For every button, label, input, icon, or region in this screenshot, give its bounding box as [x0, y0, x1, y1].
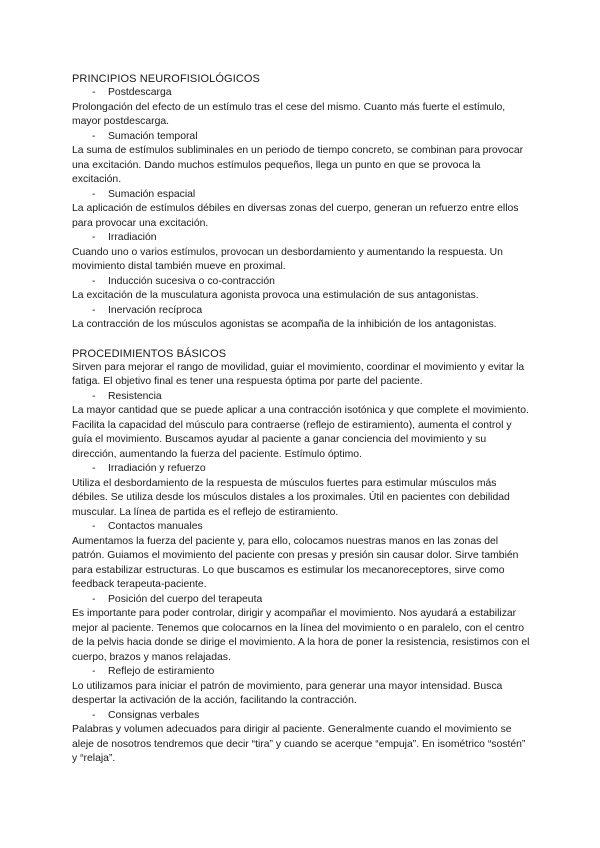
section-title-procedimientos: PROCEDIMIENTOS BÁSICOS — [72, 347, 227, 360]
paragraph-irradiacion: Cuando uno o varios estímulos, provocan un desbordamiento y aumentando la respuesta. Un movimiento distal también mueve en proximal. — [72, 246, 503, 272]
bullet-label: Inducción sucesiva o co-contracción — [108, 275, 275, 287]
section-title-principios: PRINCIPIOS NEUROFISIOLÓGICOS — [72, 73, 260, 85]
bullet-induccion-sucesiva — [72, 275, 532, 290]
bullet-resistencia — [72, 390, 532, 405]
bullet-consignas-verbales — [72, 709, 532, 724]
bullet-label: Postdescarga — [108, 87, 172, 98]
bullet-label: Contactos manuales — [108, 521, 203, 532]
bullet-label: Consignas verbales — [108, 709, 200, 721]
dash-marker: - — [92, 130, 96, 142]
paragraph-contactos-manuales: Aumentamos la fuerza del paciente y, para ello, colocamos nuestras manos en las zonas del patrón. Guiamos el movimiento del paciente con presas y presión sin causar dolor. Sirve también para estabilizar estructuras. Lo que buscamos es estimular los mecanoreceptores, sirve como feedback terapeuta-paciente. — [72, 535, 519, 590]
bullet-irradiacion — [72, 231, 532, 246]
bullet-sumacion-espacial — [72, 188, 532, 203]
bullet-reflejo-estiramiento — [72, 665, 532, 680]
section-spacer — [72, 333, 532, 347]
bullet-inervacion-reciproca — [72, 304, 532, 319]
paragraph-sumacion-temporal: La suma de estímulos subliminales en un periodo de tiempo concreto, se combinan para provocar una excitación. Dando muchos estímulos pequeños, llega un punto en que se provoca la excitación. — [72, 145, 524, 185]
bullet-posicion-terapeuta — [72, 593, 532, 608]
bullet-postdescarga — [72, 86, 532, 101]
bullet-label: Inervación recíproca — [108, 304, 203, 316]
bullet-contactos-manuales — [72, 520, 532, 535]
paragraph-induccion-sucesiva: La excitación de la musculatura agonista provoca una estimulación de sus antagonistas. — [72, 290, 479, 301]
bullet-label: Irradiación y refuerzo — [108, 463, 206, 474]
dash-marker: - — [92, 390, 96, 402]
bullet-label: Resistencia — [108, 390, 162, 402]
dash-marker: - — [92, 232, 96, 243]
bullet-sumacion-temporal — [72, 130, 532, 145]
paragraph-consignas-verbales: Palabras y volumen adecuados para dirigir al paciente. Generalmente cuando el movimiento se aleje de nosotros tendremos que decir “tira” y cuando se acerque “empuja”. En isométrico “sostén” y “relaja”. — [72, 724, 526, 764]
paragraph-resistencia: La mayor cantidad que se puede aplicar a una contracción isotónica y que complete el movimiento. Facilita la capacidad del músculo para contraerse (reflejo de estiramiento), aumenta el control y guía el movimiento. Buscamos ayudar al paciente a ganar conciencia del movimiento y su dirección, aumentando la fuerza del paciente. Estímulo óptimo. — [72, 405, 529, 460]
dash-marker: - — [92, 709, 96, 721]
dash-marker: - — [92, 593, 96, 605]
dash-marker: - — [92, 304, 96, 316]
dash-marker: - — [92, 87, 96, 98]
document-page — [72, 72, 532, 767]
paragraph-sumacion-espacial: La aplicación de estímulos débiles en diversas zonas del cuerpo, generan un refuerzo entre ellos para provocar una excitación. — [72, 203, 519, 229]
paragraph-irradiacion-refuerzo: Utiliza el desbordamiento de la respuesta de músculos fuertes para estimular músculos más débiles. Se utiliza desde los músculos distales a los proximales. Útil en pacientes con debilidad muscular. La línea de partida es el reflejo de estiramiento. — [72, 477, 510, 518]
paragraph-postdescarga: Prolongación del efecto de un estímulo tras el cese del mismo. Cuanto más fuerte el estímulo, mayor postdescarga. — [72, 101, 506, 127]
paragraph-reflejo-estiramiento: Lo utilizamos para iniciar el patrón de movimiento, para generar una mayor intensidad. Busca despertar la activación de la acción, facilitando la contracción. — [72, 680, 503, 706]
dash-marker: - — [92, 666, 96, 677]
bullet-label: Posición del cuerpo del terapeuta — [108, 593, 263, 605]
dash-marker: - — [92, 188, 96, 200]
paragraph-inervacion-reciproca: La contracción de los músculos agonistas se acompaña de la inhibición de los antagonistas. — [72, 319, 497, 330]
bullet-label: Irradiación — [108, 232, 157, 243]
bullet-label: Sumación temporal — [108, 130, 198, 142]
bullet-label: Sumación espacial — [108, 188, 196, 200]
bullet-irradiacion-refuerzo — [72, 462, 532, 477]
paragraph-intro-procedimientos: Sirven para mejorar el rango de movilidad, guiar el movimiento, coordinar el movimiento y evitar la fatiga. El objetivo final es tener una respuesta óptima por parte del paciente. — [72, 361, 525, 387]
paragraph-posicion-terapeuta: Es importante para poder controlar, dirigir y acompañar el movimiento. Nos ayudará a estabilizar mejor al paciente. Tenemos que colocarnos en la línea del movimiento o en paralelo, con el centro de la pelvis hacia donde se dirige el movimiento. A la hora de poner la resistencia, resistimos con el cuerpo, brazos y manos relajadas. — [72, 608, 530, 663]
dash-marker: - — [92, 463, 96, 474]
dash-marker: - — [92, 521, 96, 532]
dash-marker: - — [92, 275, 96, 287]
bullet-label: Reflejo de estiramiento — [108, 666, 215, 677]
